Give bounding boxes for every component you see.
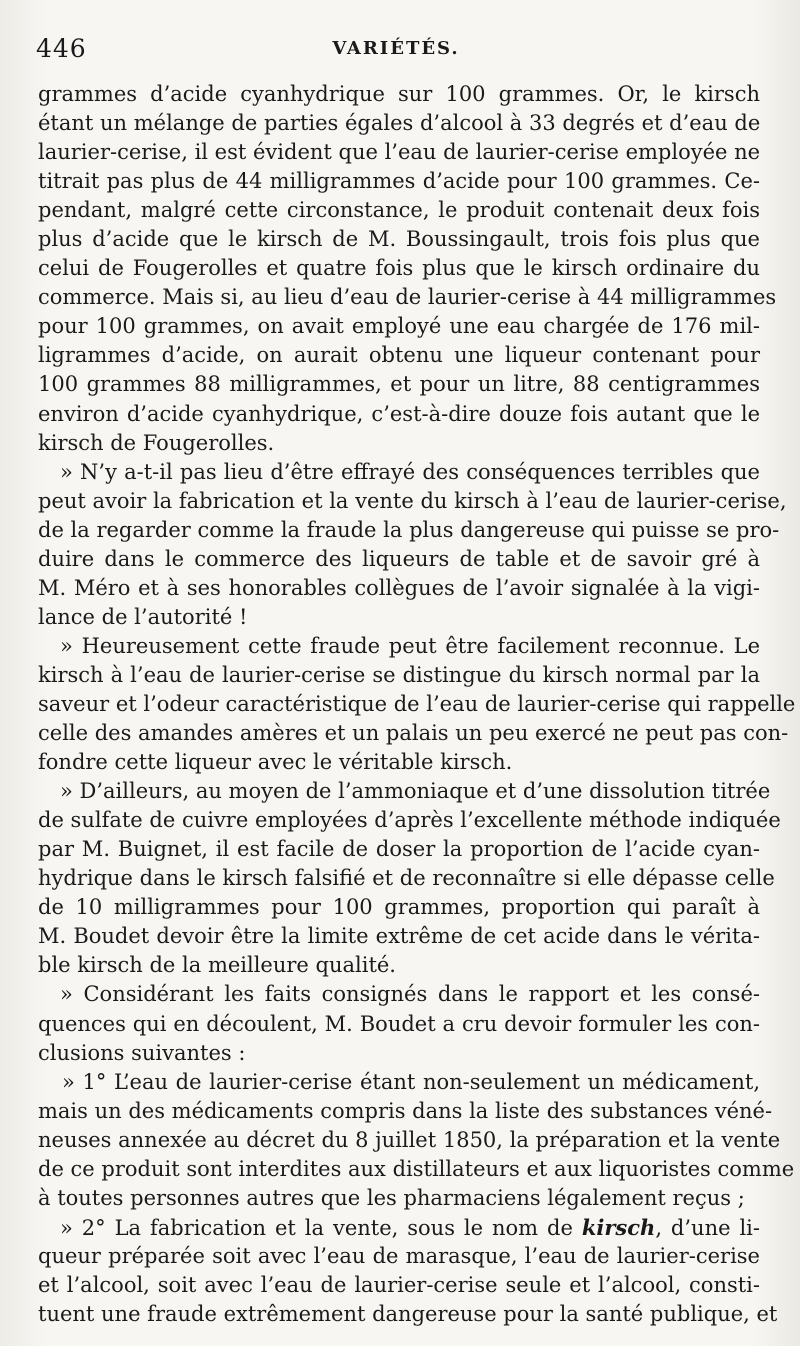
text-line: et l’alcool, soit avec l’eau de laurier-cerise seule et l’alcool, consti- [38,1272,760,1297]
text-line: queur préparée soit avec l’eau de marasque, l’eau de laurier-cerise [38,1243,760,1268]
text-line: » Heureusement cette fraude peut être facilement reconnue. Le [60,633,760,658]
text-line: fondre cette liqueur avec le véritable kirsch. [38,750,513,775]
text-line: » 1° L’eau de laurier-cerise étant non-seulement un médicament, [62,1069,760,1094]
running-title: VARIÉTÉS. [332,38,460,59]
text-line: kirsch de Fougerolles. [38,430,275,455]
text-segment: , d’une li- [655,1215,760,1240]
text-line: neuses annexée au décret du 8 juillet 1850, la préparation et la vente [38,1127,781,1152]
text-line: mais un des médicaments compris dans la liste des substances véné- [38,1098,773,1123]
text-line: quences qui en découlent, M. Boudet a cru devoir formuler les con- [38,1011,760,1036]
text-line: commerce. Mais si, au lieu d’eau de laurier-cerise à 44 milligrammes [38,285,777,310]
text-line: » Considérant les faits consignés dans le rapport et les consé- [60,982,760,1007]
text-line: hydrique dans le kirsch falsifié et de reconnaître si elle dépasse celle [38,866,775,891]
text-line: 100 grammes 88 milligrammes, et pour un litre, 88 centigrammes [38,372,760,397]
italic-term: kirsch [581,1214,656,1240]
text-line: grammes d’acide cyanhydrique sur 100 grammes. Or, le kirsch [38,82,760,106]
text-line: peut avoir la fabrication et la vente du kirsch à l’eau de laurier-cerise, [38,488,787,513]
text-line: celle des amandes amères et un palais un peu exercé ne peut pas con- [38,721,789,746]
text-line: titrait pas plus de 44 milligrammes d’acide pour 100 grammes. Ce- [38,169,760,194]
text-line: de 10 milligrammes pour 100 grammes, proportion qui paraît à [38,895,760,920]
text-line: à toutes personnes autres que les pharmaciens légalement reçus ; [38,1185,745,1210]
text-line: de sulfate de cuivre employées d’après l’excellente méthode indiquée [38,808,781,833]
text-line: pour 100 grammes, on avait employé une eau chargée de 176 mil- [38,314,760,339]
text-line: étant un mélange de parties égales d’alcool à 33 degrés et d’eau de [38,111,761,136]
text-line: tuent une fraude extrêmement dangereuse pour la santé publique, et [38,1301,778,1326]
text-line: kirsch à l’eau de laurier-cerise se distingue du kirsch normal par la [38,662,760,687]
running-head [36,34,756,68]
text-line: de la regarder comme la fraude la plus dangereuse qui puisse se pro- [38,517,780,542]
text-line: lance de l’autorité ! [38,604,248,629]
text-line: environ d’acide cyanhydrique, c’est-à-dire douze fois autant que le [38,401,760,426]
text-line: pendant, malgré cette circonstance, le produit contenait deux fois [38,198,760,223]
text-line: de ce produit sont interdites aux distillateurs et aux liquoristes comme [38,1156,795,1181]
text-line: ligrammes d’acide, on aurait obtenu une liqueur contenant pour [38,343,760,368]
text-line-with-italic [38,1213,760,1242]
text-line: saveur et l’odeur caractéristique de l’eau de laurier-cerise qui rappelle [38,691,796,716]
text-segment: » 2° La fabrication et la vente, sous le nom de [60,1215,573,1240]
text-line: M. Boudet devoir être la limite extrême de cet acide dans le vérita- [38,924,760,949]
text-line: duire dans le commerce des liqueurs de table et de savoir gré à [38,546,760,571]
text-line: M. Méro et à ses honorables collègues de l’avoir signalée à la vigi- [38,575,760,600]
text-line: celui de Fougerolles et quatre fois plus que le kirsch ordinaire du [38,256,760,281]
text-line: par M. Buignet, il est facile de doser la proportion de l’acide cyan- [38,837,760,862]
text-line: laurier-cerise, il est évident que l’eau de laurier-cerise employée ne [38,140,761,165]
text-line: ble kirsch de la meilleure qualité. [38,953,396,978]
page-number: 446 [36,34,87,63]
text-line: » D’ailleurs, au moyen de l’ammoniaque et d’une dissolution titrée [60,779,771,804]
text-line: plus d’acide que le kirsch de M. Boussingault, trois fois plus que [38,227,760,252]
body-text [38,80,796,1329]
text-line: » N’y a-t-il pas lieu d’être effrayé des conséquences terribles que [60,459,760,484]
text-line: clusions suivantes : [38,1040,246,1065]
